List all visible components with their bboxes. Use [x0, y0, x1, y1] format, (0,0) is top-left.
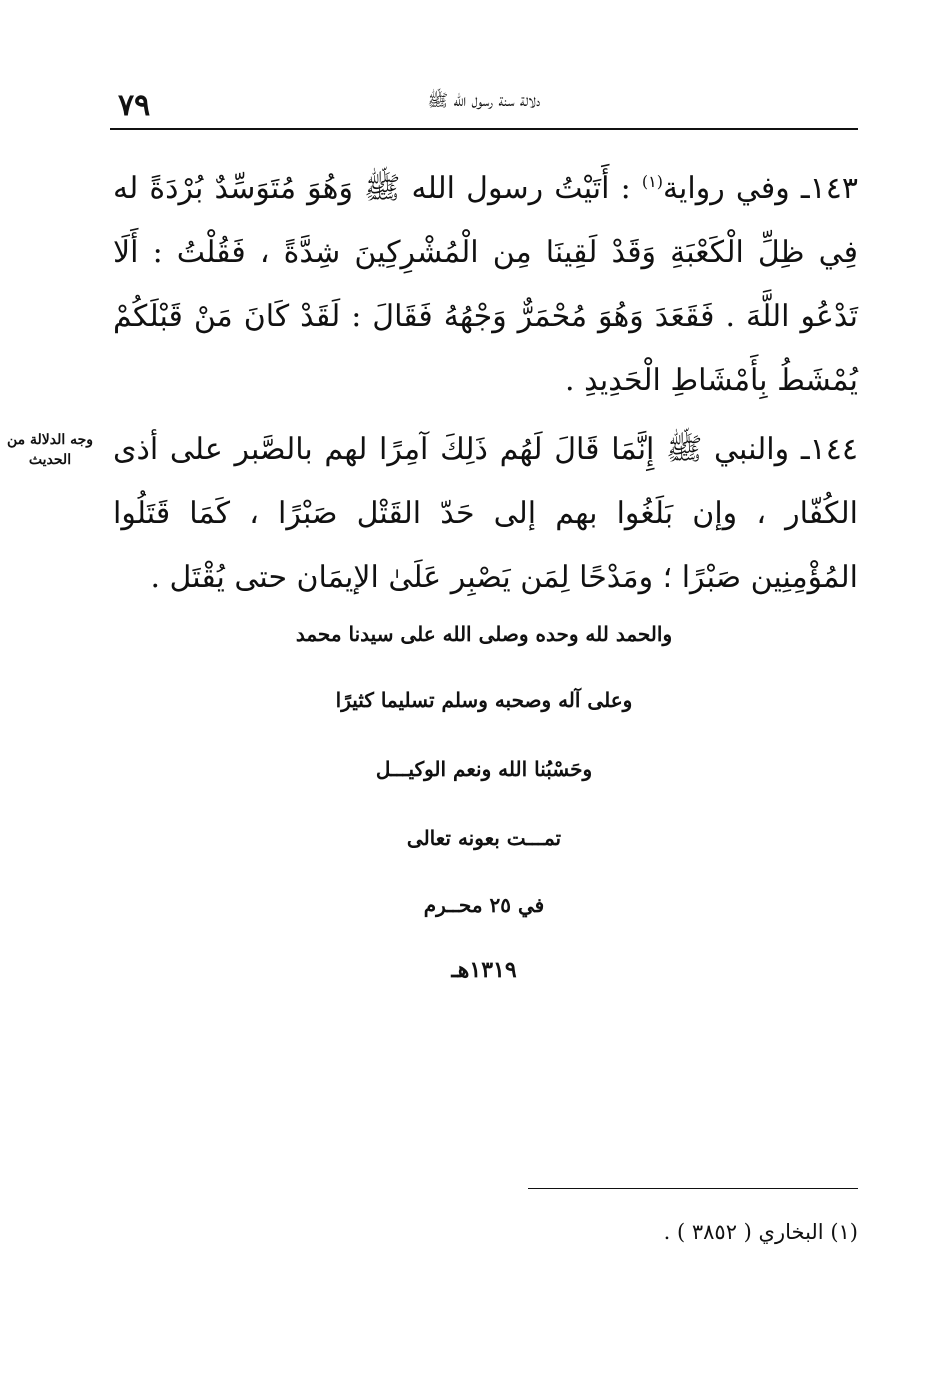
- footnote-reference[interactable]: (١): [641, 172, 663, 191]
- margin-note: وجه الدلالة من الحديث: [6, 432, 94, 468]
- closing-date: في ٢٥ محــرم: [423, 893, 545, 917]
- paragraph-text: : أَتَيْتُ رسول الله ﷺ وَهُوَ مُتَوَسِّدٌ بُرْدَةً له فِي ظِلِّ الْكَعْبَةِ وَقَدْ لَقِينَا مِن الْمُشْرِكِينَ شِدَّةً ، فَقُلْتُ : أَلَا تَدْعُو اللَّهَ . فَقَعَدَ وَهُوَ مُحْمَرٌّ وَجْهُهُ فَقَالَ : لَقَدْ كَانَ مَنْ قَبْلَكُمْ يُمْشَطُ بِأَمْشَاطِ الْحَدِيدِ .: [113, 171, 858, 398]
- closing-line: والحمد لله وحده وصلى الله على سيدنا محمد: [295, 622, 673, 646]
- paragraph-text: وفي رواية: [662, 171, 790, 206]
- page-number: ٧٩: [118, 88, 151, 123]
- paragraph-text: والنبي ﷺ إِنَّمَا قَالَ لَهُم ذَلِكَ آمِرًا لهم بالصَّبر على أذى الكُفّار ، وإن بَلَغُوا بهم إلى حَدّ القَتْل صَبْرًا ، كَمَا قَتَلُوا المُؤْمِنِين صَبْرًا ؛ ومَدْحًا لِمَن يَصْبِر عَلَىٰ الإيمَان حتى يُقْتَل .: [113, 432, 858, 595]
- closing-year: ١٣١٩هـ: [451, 957, 517, 983]
- paragraph-143: [113, 150, 858, 413]
- page-header: [110, 80, 858, 130]
- paragraph-number: ١٤٣ـ: [800, 171, 858, 206]
- footnote-divider: [528, 1188, 858, 1189]
- closing-line: تمـــت بعونه تعالى: [406, 826, 562, 850]
- footnote: (١) البخاري ( ٣٨٥٢ ) .: [663, 1220, 858, 1244]
- closing-line: وحَسْبُنا الله ونعم الوكيـــل: [375, 757, 593, 781]
- paragraph-number: ١٤٤ـ: [800, 432, 858, 467]
- paragraph-144: [113, 418, 858, 610]
- running-title: دلالة سنة رسول الله ﷺ: [427, 91, 541, 111]
- closing-line: وعلى آله وصحبه وسلم تسليما كثيرًا: [335, 688, 633, 712]
